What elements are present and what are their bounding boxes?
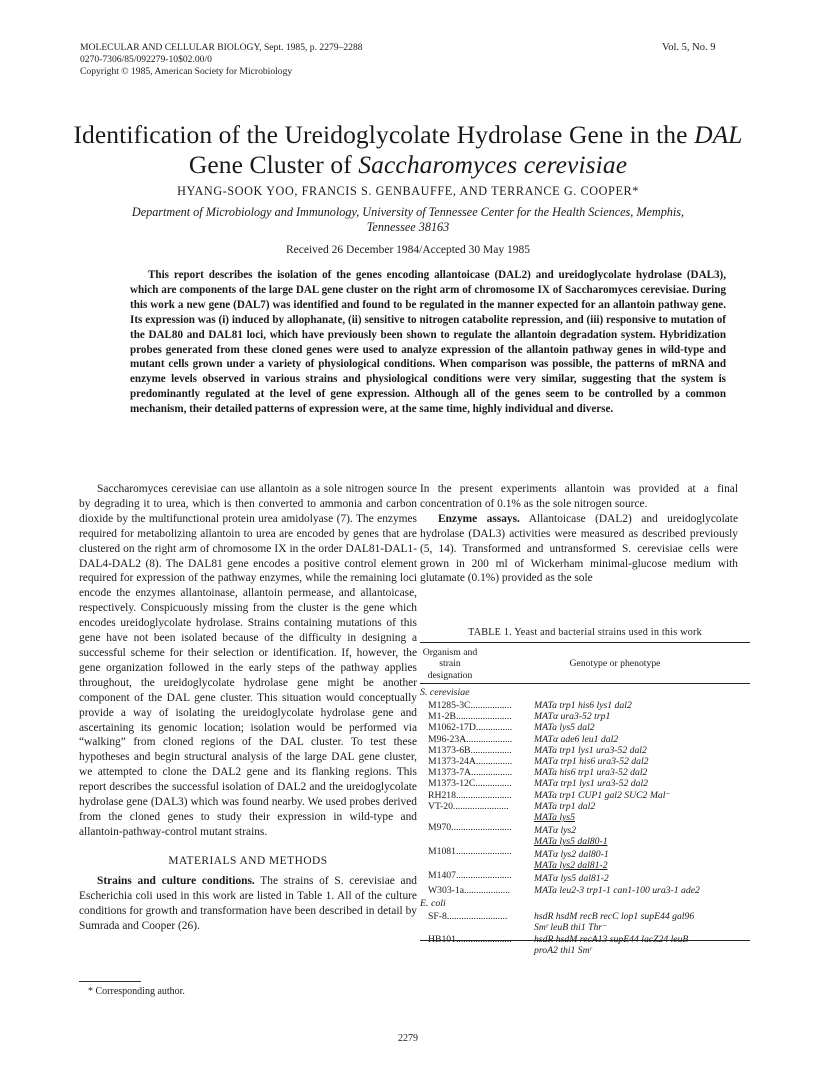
table-col2-header: Genotype or phenotype bbox=[569, 658, 661, 669]
genotype-top: MATa lys2 dal81-2 bbox=[534, 860, 608, 871]
allantoin-paragraph: In the present experiments allantoin was provided at a final concentration of 0.1% as the sole nitrogen source. bbox=[420, 483, 738, 510]
strain-name: M96-23A................... bbox=[428, 733, 513, 745]
title-dal: DAL bbox=[694, 120, 743, 149]
table-top-rule bbox=[420, 642, 750, 643]
footnote-rule bbox=[79, 981, 141, 982]
strain-name: M1373-24A............... bbox=[428, 756, 513, 767]
genotype: MATα ade6 leu1 dal2 bbox=[534, 733, 619, 745]
genotype: MATα trp1 his6 ura3-52 dal2 bbox=[534, 756, 649, 767]
table-row bbox=[428, 846, 750, 860]
copyright-line: Copyright © 1985, American Society for Microbiology bbox=[80, 66, 293, 77]
genotype-bottom: MATα lys5 dal81-2 bbox=[534, 873, 609, 884]
table-row bbox=[428, 885, 750, 896]
strain-name: M1062-17D............... bbox=[428, 722, 513, 734]
abstract: This report describes the isolation of the genes encoding allantoicase (DAL2) and ureidoglycolate hydrolase (DAL3), which are components of the large DAL gene cluster on the right arm of chromosome IX of Saccharomyces cerevisiae. During this work a new gene (DAL7) was identified and found to be regulated in the manner expected for an allantoin pathway gene. Its expression was (i) induced by allophanate, (ii) sensitive to nitrogen catabolite repression, and (iii) responsive to mutation of the DAL80 and DAL81 loci, which have previously been shown to regulate the allantoin degradation system. Hybridization probes generated from these cloned genes were used to analyze expression of the allantoin pathway genes in wild-type and mutant cells grown under a variety of physiological conditions. When comparison was possible, the patterns of mRNA and enzyme levels observed in various strains and physiological conditions were very similar, suggesting that the system is predominantly regulated at the level of gene expression. Although all of the genes seem to be controlled by a common mechanism, their detailed patterns of expression were, at the same time, highly individual and diverse. bbox=[130, 269, 726, 416]
table-row bbox=[428, 734, 750, 745]
table-row bbox=[428, 756, 750, 767]
affiliation bbox=[80, 205, 736, 235]
genotype-bottom: MATα lys2 bbox=[534, 825, 577, 836]
intro-paragraph: Saccharomyces cerevisiae can use allantoin as a sole nitrogen source by degrading it to urea, which is then converted to ammonia and carbon dioxide by the multifunctional protein urea amidolyase (7). The enzymes required for metabolizing allantoin to urea are encoded by genes that are clustered on the right arm of chromosome IX in the order DAL81-DAL1-DAL4-DAL2 (8). The DAL81 gene encodes a positive control element required for expression of the pathway enzymes, while the remaining loci encode the enzymes allantoinase, allantoin permease, and allantoicase, respectively. Conspicuously missing from the cluster is the gene which encodes ureidoglycolate hydrolase. Strains containing mutations of this gene have not been isolated because of the difficulty in designing a successful scheme for their selection or identification. If, however, the gene organization followed in the early steps of the pathway applies throughout, the ureidoglycolate hydrolase gene might be another component of the DAL gene cluster. This situation would conceptually provide a way of isolating the ureidoglycolate hydrolase gene and ascertaining its genomic location; isolation would be performed via “walking” from cloned regions of the DAL cluster. To test these hypotheses and begin structural analysis of the large DAL gene cluster, we attempted to clone the DAL2 gene and its flanking regions. This report describes the successful isolation of DAL2 and the ureidoglycolate hydrolase gene (DAL3) which was found nearby. We used probes derived from the cloned genes to study their expression in wild-type and allantoin-pathway-control mutant strains. bbox=[79, 483, 417, 838]
genotype: MATa his6 trp1 ura3-52 dal2 bbox=[534, 767, 648, 779]
genotype: MATa trp1 CUP1 gal2 SUC2 Mal⁻ bbox=[534, 789, 671, 801]
right-column-text bbox=[420, 482, 738, 586]
genotype-continued bbox=[428, 922, 750, 933]
genotype: MATa trp1 his6 lys1 dal2 bbox=[534, 700, 632, 711]
strain-name: VT-20....................... bbox=[428, 800, 509, 812]
genotype: MATa leu2-3 trp1-1 can1-100 ura3-1 ade2 bbox=[534, 885, 700, 896]
strain-name: RH218....................... bbox=[428, 789, 512, 801]
table-row bbox=[428, 870, 750, 884]
journal-citation: MOLECULAR AND CELLULAR BIOLOGY, Sept. 1985, p. 2279–2288 bbox=[80, 42, 363, 53]
genotype: hsdR hsdM recA13 supE44 lacZ24 leuB bbox=[534, 934, 689, 945]
genotype-line-2: Smʳ leuB thi1 Thr⁻ bbox=[534, 922, 608, 933]
table-title: TABLE 1. Yeast and bacterial strains used in this work bbox=[468, 627, 702, 638]
table-col1-header: Organism and strain designation bbox=[422, 647, 478, 681]
strains-text: The strains of S. cerevisiae and Escherichia coli used in this work are listed in Table 1. All of the culture conditions for growth and transformation have been described in detail by Sumrada and Cooper (26). bbox=[79, 875, 417, 932]
strain-name: M1373-12C............... bbox=[428, 778, 512, 790]
genotype: hsdR hsdM recB recC lop1 supE44 gal96 bbox=[534, 911, 695, 922]
strains-paragraph bbox=[79, 874, 417, 934]
affiliation-line-2: Tennessee 38163 bbox=[366, 220, 450, 234]
genotype-bottom: MATα lys2 dal80-1 bbox=[534, 849, 609, 860]
table-row bbox=[428, 911, 750, 922]
strain-name: M1373-7A................. bbox=[428, 767, 513, 779]
received-dates: Received 26 December 1984/Accepted 30 May 1985 bbox=[286, 244, 530, 256]
table-row bbox=[428, 801, 750, 812]
affiliation-line-1: Department of Microbiology and Immunology, University of Tennessee Center for the Health Sciences, Memphis, bbox=[131, 205, 685, 219]
volume-issue: Vol. 5, No. 9 bbox=[662, 42, 716, 53]
table-bottom-rule bbox=[420, 940, 750, 941]
table-row bbox=[428, 822, 750, 836]
enzyme-label: Enzyme assays. bbox=[438, 512, 520, 525]
table-row bbox=[428, 711, 750, 722]
page-number: 2279 bbox=[398, 1033, 418, 1044]
title-text-2: Gene Cluster of bbox=[188, 150, 359, 179]
title-text-1: Identification of the Ureidoglycolate Hydrolase Gene in the bbox=[73, 120, 695, 149]
strain-name: M970......................... bbox=[428, 822, 512, 833]
table-row bbox=[428, 767, 750, 778]
table-row bbox=[428, 790, 750, 801]
strain-name: M1285-3C................. bbox=[428, 700, 512, 711]
genotype-top: MATa lys5 bbox=[534, 812, 575, 823]
genotype-top: MATa lys5 dal80-1 bbox=[534, 836, 608, 847]
strains-label: Strains and culture conditions. bbox=[97, 875, 255, 887]
strain-name: W303-1a................... bbox=[428, 885, 511, 896]
genotype: MATα trp1 lys1 ura3-52 dal2 bbox=[534, 778, 648, 790]
corresponding-author-note: * Corresponding author. bbox=[88, 986, 185, 997]
section-heading-methods: MATERIALS AND METHODS bbox=[168, 855, 328, 867]
strain-name: M1407....................... bbox=[428, 870, 512, 881]
table-group-scerevisiae: S. cerevisiae bbox=[420, 687, 470, 698]
introduction bbox=[79, 482, 417, 840]
strain-name: SF-8......................... bbox=[428, 911, 508, 922]
genotype-continued bbox=[428, 945, 750, 956]
strain-name: HB101....................... bbox=[428, 934, 512, 945]
enzyme-text: Allantoicase (DAL2) and ureidoglycolate hydrolase (DAL3) activities were measured as described previously (5, 14). Transformed and untransformed S. cerevisiae cells were grown in 200 ml of Wickerham minimal-glucose medium with glutamate (0.1%) provided as the sole bbox=[420, 512, 739, 585]
article-title bbox=[60, 120, 756, 180]
table-row bbox=[428, 778, 750, 789]
strain-name: M1373-6B................. bbox=[428, 744, 512, 756]
title-species: Saccharomyces cerevisiae bbox=[358, 150, 628, 179]
strain-name: M1-2B....................... bbox=[428, 711, 512, 723]
table-header-rule bbox=[420, 683, 750, 684]
article-code: 0270-7306/85/092279-10$02.00/0 bbox=[80, 54, 212, 65]
author-list: HYANG-SOOK YOO, FRANCIS S. GENBAUFFE, AND TERRANCE G. COOPER* bbox=[177, 184, 639, 198]
table-row bbox=[428, 722, 750, 733]
table-row bbox=[428, 700, 750, 711]
genotype: MATa trp1 lys1 ura3-52 dal2 bbox=[534, 744, 647, 756]
strain-name: M1081....................... bbox=[428, 846, 512, 857]
genotype: MATa lys5 dal2 bbox=[534, 722, 595, 734]
table-row bbox=[428, 745, 750, 756]
genotype: MATa trp1 dal2 bbox=[534, 800, 596, 812]
genotype: MATα ura3-52 trp1 bbox=[534, 711, 611, 723]
table-group-ecoli: E. coli bbox=[420, 898, 446, 909]
genotype-line-2: proA2 thi1 Smʳ bbox=[534, 945, 592, 956]
